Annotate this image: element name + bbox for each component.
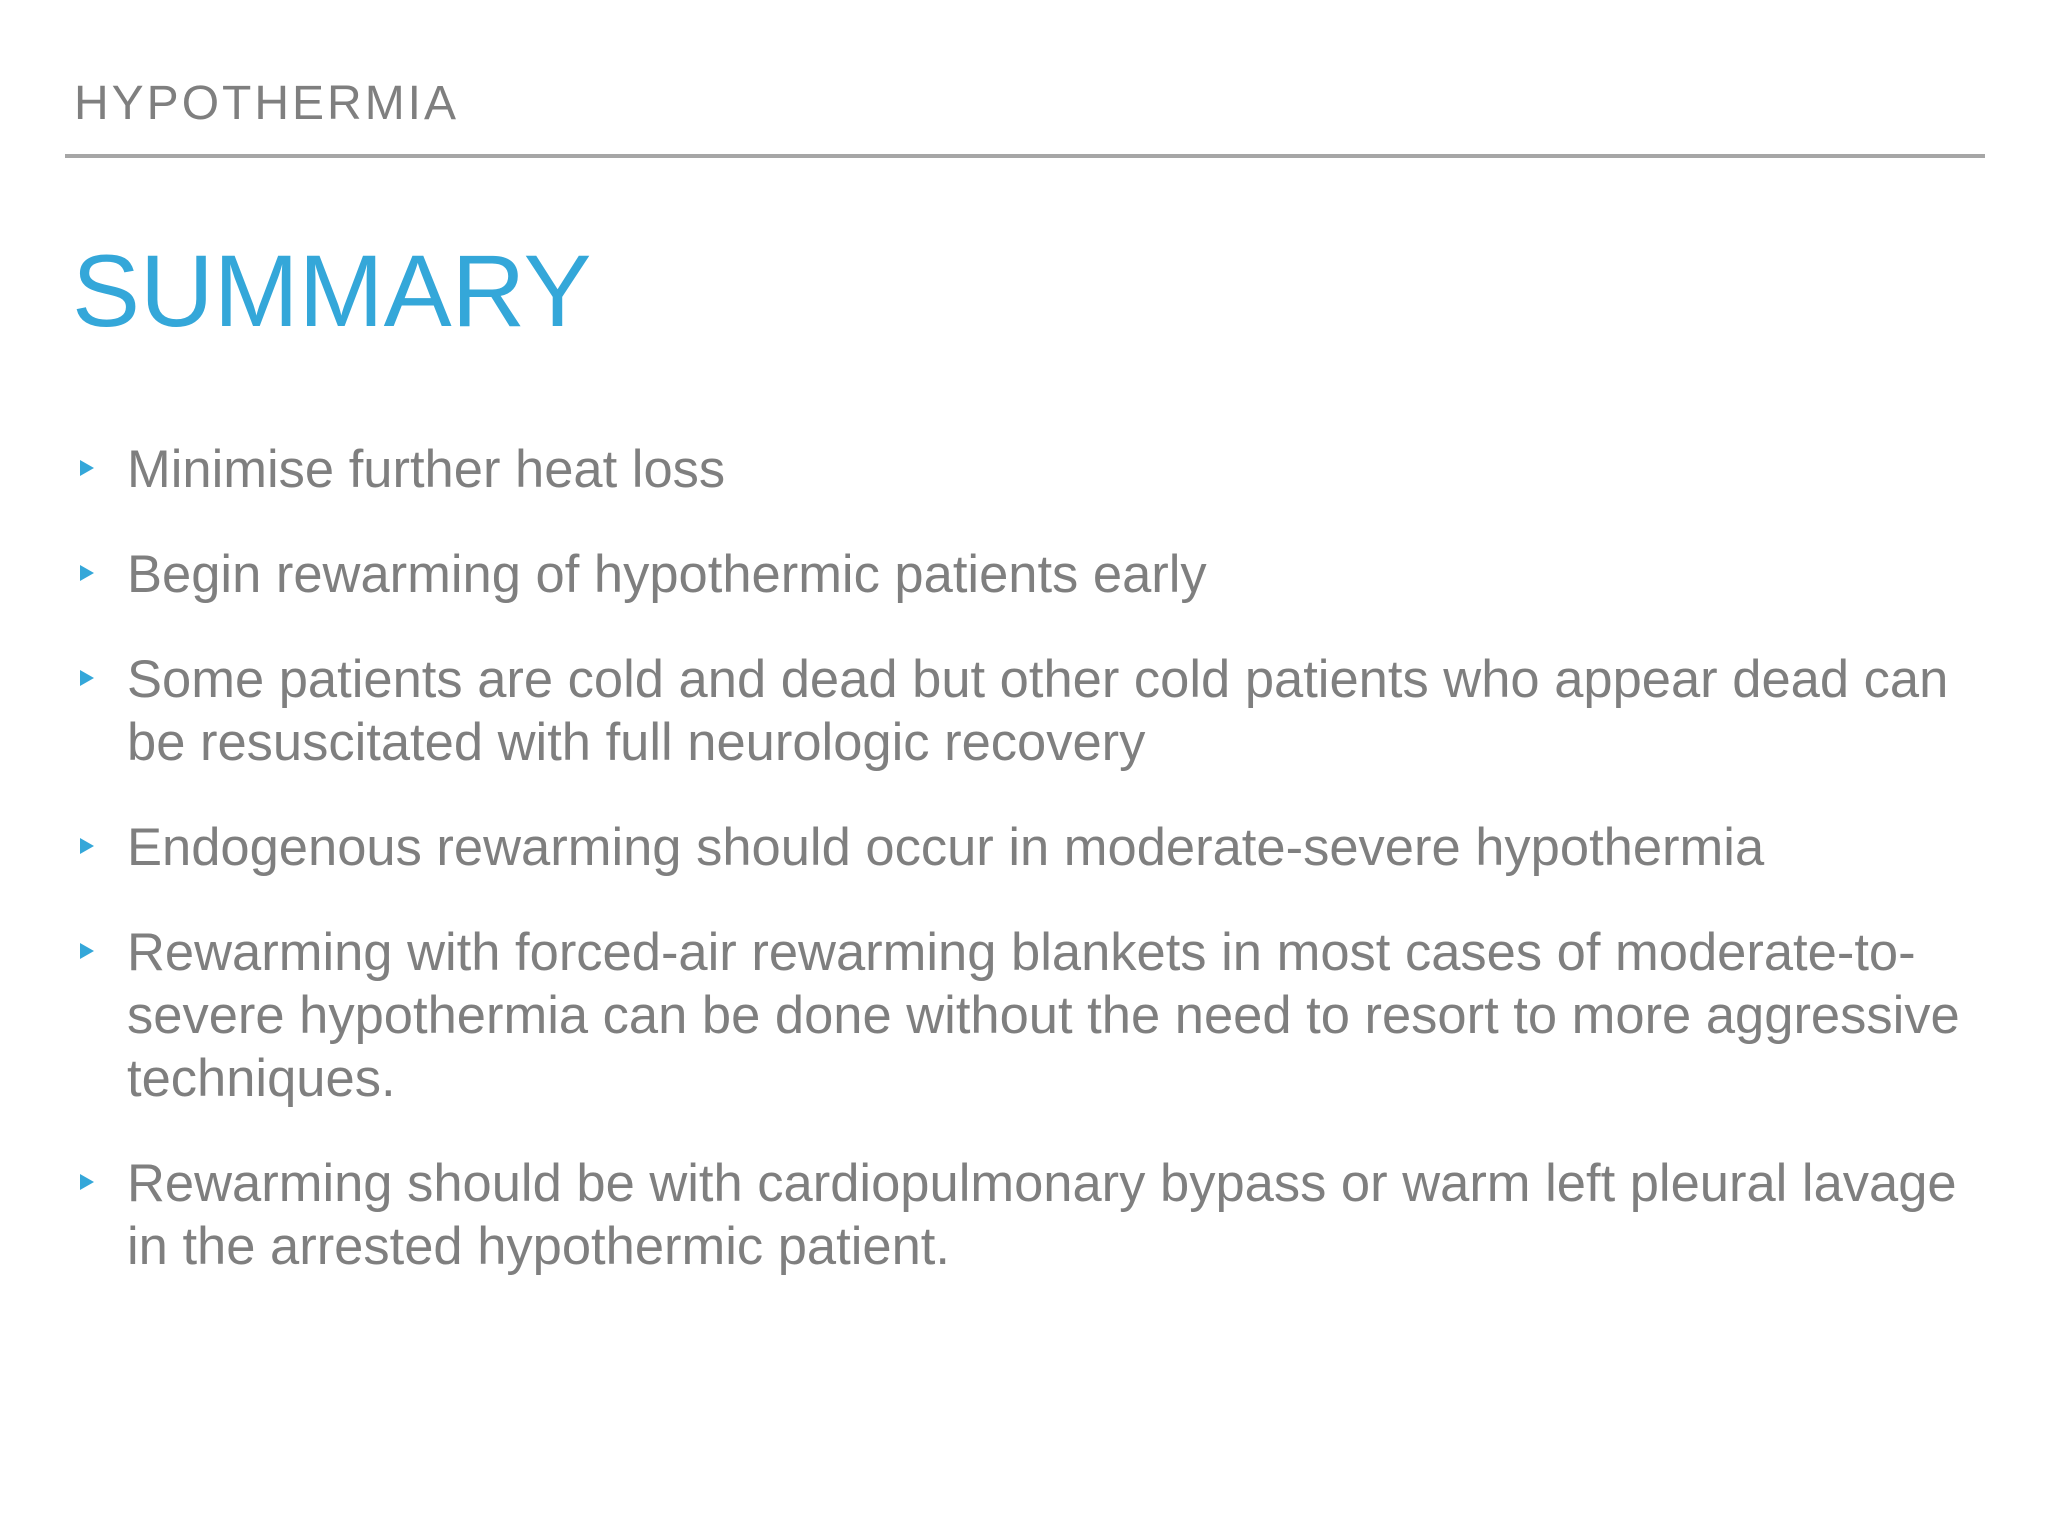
bullet-text: Begin rewarming of hypothermic patients early xyxy=(127,545,1207,604)
bullet-item xyxy=(80,543,1980,606)
bullet-text: Minimise further heat loss xyxy=(127,440,726,499)
triangle-right-icon xyxy=(80,1152,127,1190)
bullet-text: Rewarming with forced-air rewarming blankets in most cases of moderate-to-severe hypothermia can be done without the need to resort to more aggressive techniques. xyxy=(127,923,1960,1108)
bullet-item xyxy=(80,438,1980,501)
header-divider xyxy=(65,154,1985,158)
bullet-item xyxy=(80,921,1980,1110)
bullet-item xyxy=(80,648,1980,774)
bullet-item xyxy=(80,816,1980,879)
bullet-list xyxy=(80,438,1980,1320)
bullet-item xyxy=(80,1152,1980,1278)
slide-title: SUMMARY xyxy=(72,234,592,348)
bullet-text: Endogenous rewarming should occur in moderate-severe hypothermia xyxy=(127,818,1765,877)
section-label: HYPOTHERMIA xyxy=(74,77,460,130)
bullet-text: Rewarming should be with cardiopulmonary bypass or warm left pleural lavage in the arrested hypothermic patient. xyxy=(127,1154,1957,1276)
triangle-right-icon xyxy=(80,921,127,959)
triangle-right-icon xyxy=(80,816,127,854)
triangle-right-icon xyxy=(80,648,127,686)
triangle-right-icon xyxy=(80,438,127,476)
bullet-text: Some patients are cold and dead but other cold patients who appear dead can be resuscitated with full neurologic recovery xyxy=(127,650,1949,772)
triangle-right-icon xyxy=(80,543,127,581)
